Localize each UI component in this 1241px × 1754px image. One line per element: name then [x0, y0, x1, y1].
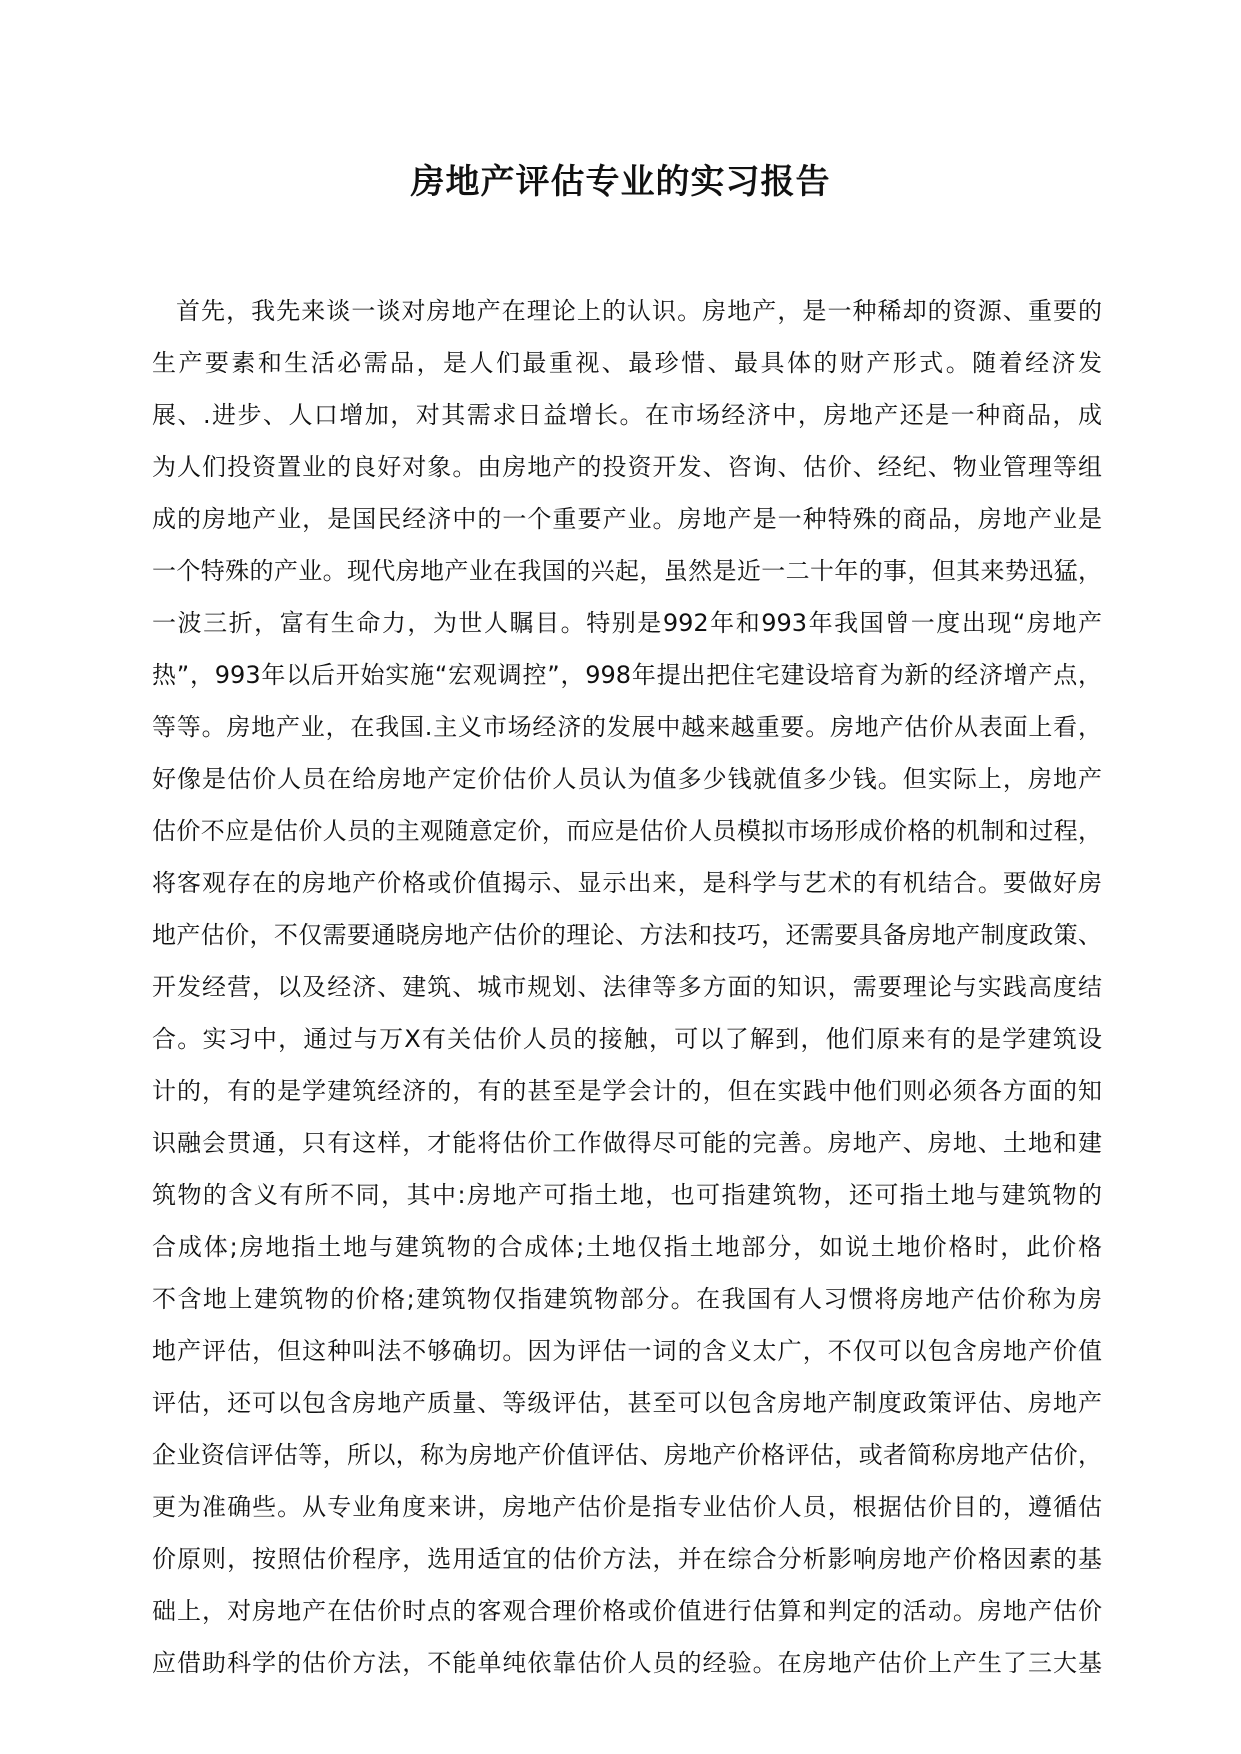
paragraph-line: 将客观存在的房地产价格或价值揭示、显示出来，是科学与艺术的有机结合。要做好房: [152, 869, 1102, 897]
document-title: 房地产评估专业的实习报告: [410, 162, 831, 202]
paragraph-line: 一个特殊的产业。现代房地产业在我国的兴起，虽然是近一二十年的事，但其来势迅猛，: [152, 557, 1102, 585]
paragraph-line: 识融会贯通，只有这样，才能将估价工作做得尽可能的完善。房地产、房地、土地和建: [152, 1129, 1102, 1157]
paragraph-line: 开发经营，以及经济、建筑、城市规划、法律等多方面的知识，需要理论与实践高度结: [152, 973, 1102, 1001]
paragraph-line: 展、.进步、人口增加，对其需求日益增长。在市场经济中，房地产还是一种商品，成: [152, 401, 1102, 429]
paragraph-line: 计的，有的是学建筑经济的，有的甚至是学会计的，但在实践中他们则必须各方面的知: [152, 1077, 1102, 1105]
paragraph-line: 合。实习中，通过与万X有关估价人员的接触，可以了解到，他们原来有的是学建筑设: [152, 1025, 1102, 1053]
body-paragraph: [152, 285, 1102, 1689]
paragraph-line: 价原则，按照估价程序，选用适宜的估价方法，并在综合分析影响房地产价格因素的基: [152, 1545, 1102, 1573]
paragraph-line: 为人们投资置业的良好对象。由房地产的投资开发、咨询、估价、经纪、物业管理等组: [152, 453, 1102, 481]
paragraph-line: 估价不应是估价人员的主观随意定价，而应是估价人员模拟市场形成价格的机制和过程，: [152, 817, 1102, 845]
paragraph-line: 合成体;房地指土地与建筑物的合成体;土地仅指土地部分，如说土地价格时，此价格: [152, 1233, 1102, 1261]
paragraph-line: 一波三折，富有生命力，为世人瞩目。特别是992年和993年我国曾一度出现“房地产: [152, 609, 1102, 637]
paragraph-line: 热”，993年以后开始实施“宏观调控”，998年提出把住宅建设培育为新的经济增产点，: [152, 661, 1102, 689]
paragraph-line: 地产评估，但这种叫法不够确切。因为评估一词的含义太广，不仅可以包含房地产价值: [152, 1337, 1102, 1365]
paragraph-line: 评估，还可以包含房地产质量、等级评估，甚至可以包含房地产制度政策评估、房地产: [152, 1389, 1102, 1417]
paragraph-line: 础上，对房地产在估价时点的客观合理价格或价值进行估算和判定的活动。房地产估价: [152, 1597, 1102, 1625]
paragraph-line: 筑物的含义有所不同，其中:房地产可指土地，也可指建筑物，还可指土地与建筑物的: [152, 1181, 1102, 1209]
paragraph-line: 生产要素和生活必需品，是人们最重视、最珍惜、最具体的财产形式。随着经济发: [152, 349, 1102, 377]
paragraph-line: 不含地上建筑物的价格;建筑物仅指建筑物部分。在我国有人习惯将房地产估价称为房: [152, 1285, 1102, 1313]
paragraph-line: 等等。房地产业，在我国.主义市场经济的发展中越来越重要。房地产估价从表面上看，: [152, 713, 1102, 741]
paragraph-line: 更为准确些。从专业角度来讲，房地产估价是指专业估价人员，根据估价目的，遵循估: [152, 1493, 1102, 1521]
paragraph-line: 首先，我先来谈一谈对房地产在理论上的认识。房地产，是一种稀却的资源、重要的: [176, 297, 1102, 325]
paragraph-line: 成的房地产业，是国民经济中的一个重要产业。房地产是一种特殊的商品，房地产业是: [152, 505, 1102, 533]
paragraph-line: 地产估价，不仅需要通晓房地产估价的理论、方法和技巧，还需要具备房地产制度政策、: [152, 921, 1102, 949]
paragraph-line: 好像是估价人员在给房地产定价估价人员认为值多少钱就值多少钱。但实际上，房地产: [152, 765, 1102, 793]
paragraph-line: 企业资信评估等，所以，称为房地产价值评估、房地产价格评估，或者简称房地产估价，: [152, 1441, 1102, 1469]
paragraph-line: 应借助科学的估价方法，不能单纯依靠估价人员的经验。在房地产估价上产生了三大基: [152, 1649, 1102, 1677]
